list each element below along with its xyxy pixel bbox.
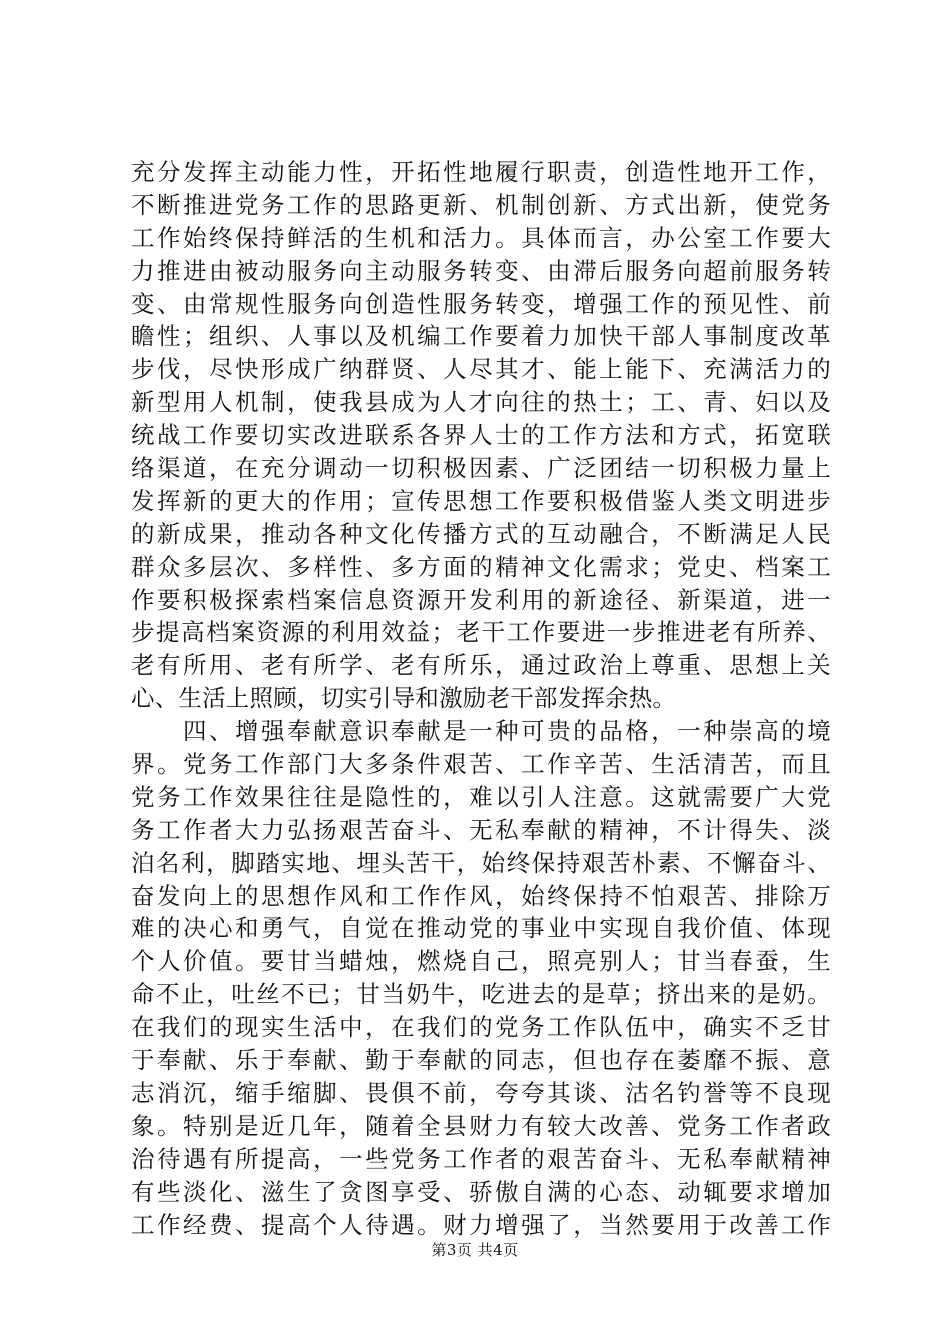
text-line: 心、生活上照顾，切实引导和激励老干部发挥余热。: [131, 684, 677, 713]
text-line: 新型用人机制，使我县成为人才向往的热土；工、青、妇以及: [131, 388, 831, 417]
text-line: 有些淡化、滋生了贪图享受、骄傲自满的心态、动辄要求增加: [131, 1177, 831, 1206]
text-line: 界。党务工作部门大多条件艰苦、工作辛苦、生活清苦，而且: [131, 750, 831, 779]
text-line: 泊名利，脚踏实地、埋头苦干，始终保持艰苦朴素、不懈奋斗、: [131, 848, 831, 877]
text-line: 变、由常规性服务向创造性服务转变，增强工作的预见性、前: [131, 289, 831, 318]
text-line: 不断推进党务工作的思路更新、机制创新、方式出新，使党务: [131, 190, 831, 219]
text-line: 四、增强奉献意识奉献是一种可贵的品格，一种崇高的境: [131, 717, 831, 746]
text-line: 象。特别是近几年，随着全县财力有较大改善、党务工作者政: [131, 1111, 831, 1140]
text-line: 步提高档案资源的利用效益；老干工作要进一步推进老有所养、: [131, 618, 831, 647]
text-line: 志消沉，缩手缩脚、畏俱不前，夸夸其谈、沽名钓誉等不良现: [131, 1078, 831, 1107]
text-line: 老有所用、老有所学、老有所乐，通过政治上尊重、思想上关: [131, 651, 831, 680]
text-line: 命不止，吐丝不已；甘当奶牛，吃进去的是草；挤出来的是奶。: [131, 980, 831, 1009]
text-line: 的新成果，推动各种文化传播方式的互动融合，不断满足人民: [131, 519, 831, 548]
text-line: 难的决心和勇气，自觉在推动党的事业中实现自我价值、体现: [131, 914, 831, 943]
text-line: 络渠道，在充分调动一切积极因素、广泛团结一切积极力量上: [131, 454, 831, 483]
body-text: [131, 156, 831, 1241]
text-line: 治待遇有所提高，一些党务工作者的艰苦奋斗、无私奉献精神: [131, 1144, 831, 1173]
text-line: 作要积极探索档案信息资源开发利用的新途径、新渠道，进一: [131, 585, 831, 614]
text-line: 奋发向上的思想作风和工作作风，始终保持不怕艰苦、排除万: [131, 881, 831, 910]
text-line: 瞻性；组织、人事以及机编工作要着力加快干部人事制度改革: [131, 322, 831, 351]
text-line: 务工作者大力弘扬艰苦奋斗、无私奉献的精神，不计得失、淡: [131, 815, 831, 844]
page-footer: 第3页 共4页: [431, 1241, 519, 1259]
text-line: 统战工作要切实改进联系各界人士的工作方法和方式，拓宽联: [131, 421, 831, 450]
text-line: 步伐，尽快形成广纳群贤、人尽其才、能上能下、充满活力的: [131, 355, 831, 384]
text-line: 工作经费、提高个人待遇。财力增强了，当然要用于改善工作: [131, 1210, 831, 1239]
text-line: 力推进由被动服务向主动服务转变、由滞后服务向超前服务转: [131, 256, 831, 285]
text-line: 党务工作效果往往是隐性的，难以引人注意。这就需要广大党: [131, 782, 831, 811]
text-line: 个人价值。要甘当蜡烛，燃烧自己，照亮别人；甘当春蚕，生: [131, 947, 831, 976]
text-line: 充分发挥主动能力性，开拓性地履行职责，创造性地开工作，: [131, 158, 831, 186]
text-line: 群众多层次、多样性、多方面的精神文化需求；党史、档案工: [131, 552, 831, 581]
text-line: 工作始终保持鲜活的生机和活力。具体而言，办公室工作要大: [131, 223, 831, 252]
text-line: 在我们的现实生活中，在我们的党务工作队伍中，确实不乏甘: [131, 1013, 831, 1042]
text-line: 发挥新的更大的作用；宣传思想工作要积极借鉴人类文明进步: [131, 486, 831, 515]
text-line: 于奉献、乐于奉献、勤于奉献的同志，但也存在萎靡不振、意: [131, 1046, 831, 1075]
